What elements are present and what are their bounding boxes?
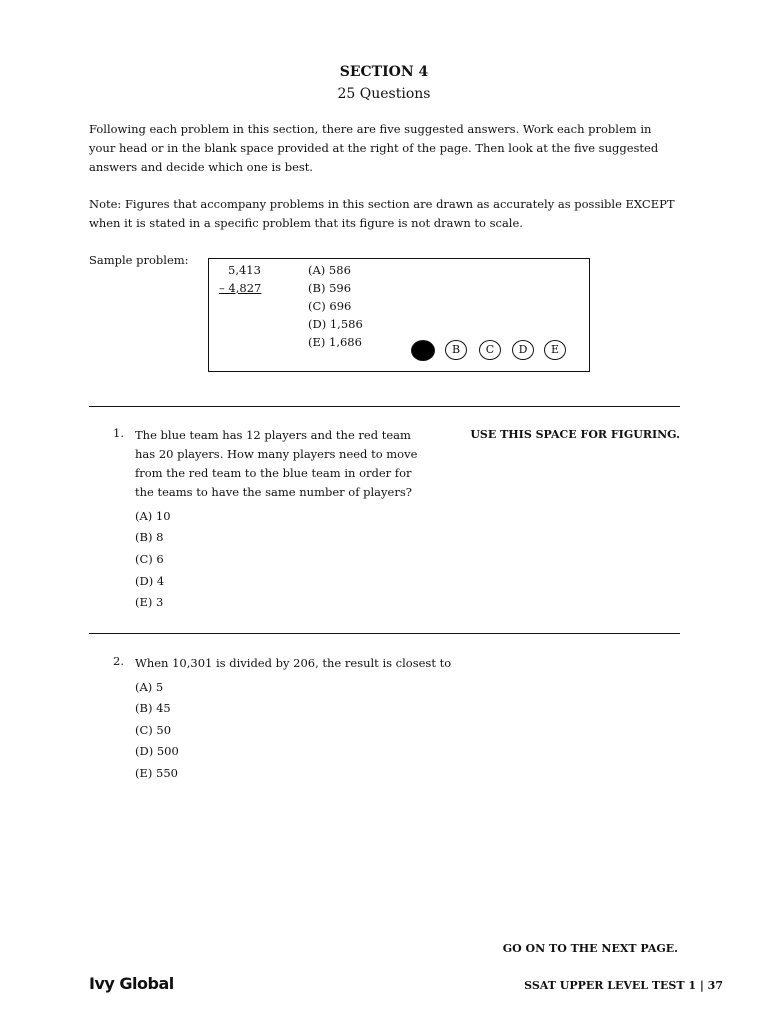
answer-choice: (E) 550 <box>135 766 178 780</box>
answer-bubble-b: B <box>445 340 467 360</box>
answer-bubble-c: C <box>479 340 501 360</box>
figuring-space-label: USE THIS SPACE FOR FIGURING. <box>470 428 680 441</box>
answer-choice: (D) 500 <box>135 744 179 758</box>
answer-bubble-d: D <box>512 340 534 360</box>
sample-bottom-number: – 4,827 <box>219 281 262 295</box>
sample-choice: (E) 1,686 <box>308 335 362 349</box>
sample-top-number: 5,413 <box>228 263 261 277</box>
answer-choice: (C) 50 <box>135 723 172 737</box>
footer-test-page: SSAT UPPER LEVEL TEST 1 | 37 <box>524 979 723 992</box>
sample-problem-box <box>208 258 590 372</box>
answer-choice: (E) 3 <box>135 595 164 609</box>
sample-choice: (D) 1,586 <box>308 317 363 331</box>
question-count: 25 Questions <box>337 86 431 102</box>
note-paragraph: Note: Figures that accompany problems in this section are drawn as accurately as possible EXCEPT when it is stated in a specific problem that its figure is not drawn to scale. <box>89 197 675 230</box>
answer-choice: (B) 8 <box>135 530 164 544</box>
answer-bubble-a-filled <box>411 340 435 361</box>
answer-choice: (A) 5 <box>135 680 164 694</box>
answer-choice: (A) 10 <box>135 509 171 523</box>
ivy-global-logo: Ivy Global <box>89 974 174 993</box>
divider <box>89 406 680 407</box>
sample-choice: (A) 586 <box>308 263 351 277</box>
answer-choice: (C) 6 <box>135 552 164 566</box>
answer-choice: (B) 45 <box>135 701 171 715</box>
question-number: 2. <box>113 654 124 668</box>
question-number: 1. <box>113 426 124 440</box>
answer-choice: (D) 4 <box>135 574 165 588</box>
section-title: SECTION 4 <box>339 64 429 80</box>
sample-choice: (B) 596 <box>308 281 352 295</box>
instructions-paragraph: Following each problem in this section, there are five suggested answers. Work each problem in your head or in the blank space provided at the right of the page. Then look at the five suggested answers and decide which one is best. <box>89 122 659 174</box>
divider <box>89 633 680 634</box>
question-text: When 10,301 is divided by 206, the result is closest to <box>135 656 452 670</box>
question-text: The blue team has 12 players and the red team has 20 players. How many players need to move from the red team to the blue team in order for the teams to have the same number of players? <box>135 428 418 499</box>
answer-bubble-e: E <box>544 340 566 360</box>
sample-choice: (C) 696 <box>308 299 352 313</box>
go-on-notice: GO ON TO THE NEXT PAGE. <box>502 942 678 955</box>
sample-problem-label: Sample problem: <box>89 253 189 267</box>
